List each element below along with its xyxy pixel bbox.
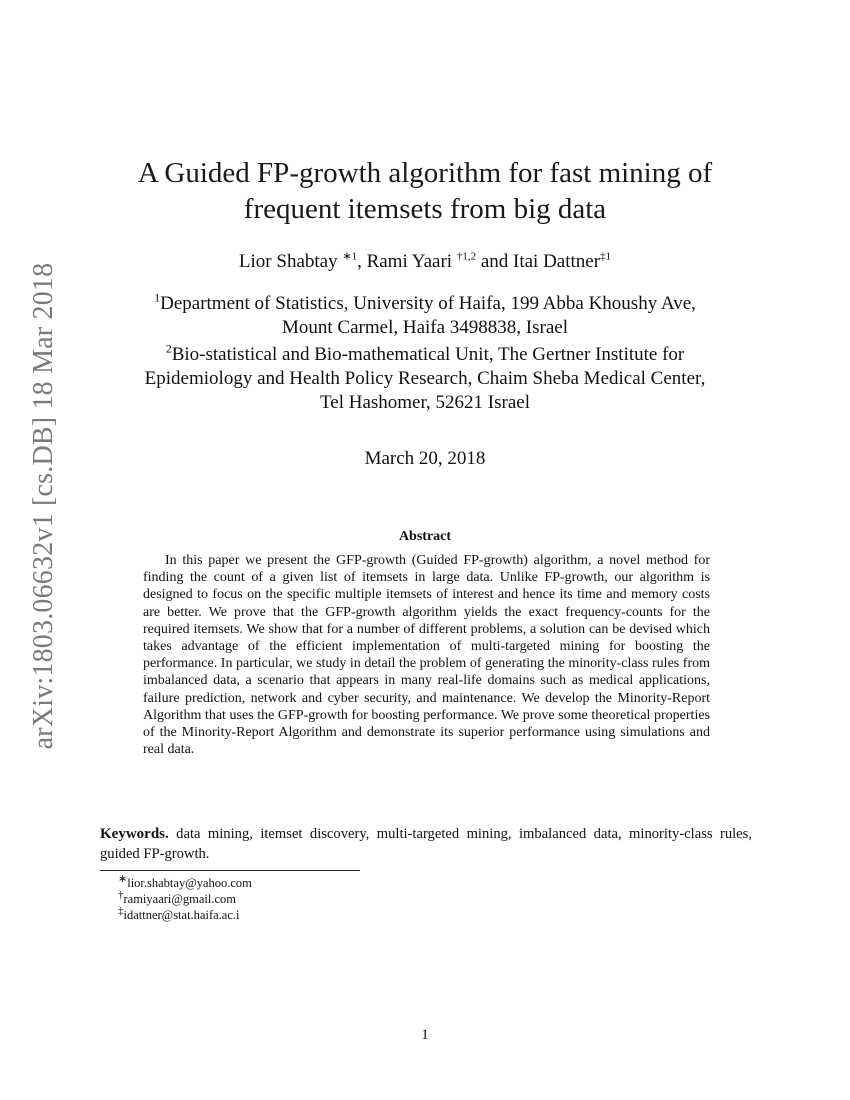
author-mark: †1,2 — [456, 250, 477, 263]
author-name: Rami Yaari — [366, 251, 453, 272]
paper-title — [110, 155, 740, 227]
affiliation-line: Mount Carmel, Haifa 3498838, Israel — [282, 317, 568, 338]
author-separator: , — [357, 251, 362, 272]
author-name: Lior Shabtay — [238, 251, 338, 272]
affiliation-2 — [100, 343, 750, 415]
author-list — [110, 250, 740, 274]
affiliation-text: Department of Statistics, University of Haifa, 199 Abba Khoushy Ave, — [160, 293, 696, 314]
author-mark: ‡1 — [600, 250, 612, 263]
keywords-label: Keywords. — [100, 826, 169, 842]
abstract-heading: Abstract — [398, 529, 452, 544]
author-mark: ∗1 — [342, 250, 358, 263]
footnote-item — [118, 904, 518, 923]
footnote-divider — [100, 870, 360, 871]
footnote-mark: † — [118, 888, 124, 901]
affiliation-1 — [100, 292, 750, 340]
arxiv-identifier-stamp: arXiv:1803.06632v1 [cs.DB] 18 Mar 2018 — [28, 262, 59, 750]
affiliation-text: Bio-statistical and Bio-mathematical Unit, The Gertner Institute for — [171, 344, 685, 365]
author-separator: and — [480, 251, 509, 272]
footnote-email: ramiyaari@gmail.com — [123, 892, 237, 906]
footnote-mark: ∗ — [118, 872, 128, 885]
affiliation-line — [100, 292, 750, 316]
footnotes — [118, 872, 518, 923]
abstract-text: In this paper we present the GFP-growth (Guided FP-growth) algorithm, a novel method for finding the count of a given list of itemsets in large data. Unlike FP-growth, our algorithm is designed to focus on the specific multiple itemsets of interest and hence its time and memory costs are better. We prove that the GFP-growth algorithm yields the exact frequency-counts for the required itemsets. We show that for a number of different problems, a solution can be devised which takes advantage of the efficient implementation of multi-targeted mining for boosting the performance. In particular, we study in detail the problem of generating the minority-class rules from imbalanced data, a scenario that appears in many real-life domains such as medical applications, failure prediction, network and cyber security, and maintenance. We develop the Minority-Report Algorithm that uses the GFP-growth for boosting performance. We prove some theoretical properties of the Minority-Report Algorithm and demonstrate its superior performance using simulations and real data. — [143, 553, 710, 758]
affiliation-line — [100, 343, 750, 367]
keywords-paragraph — [100, 824, 752, 864]
page-number: 1 — [421, 1027, 429, 1043]
author-name: Itai Dattner — [513, 251, 601, 272]
title-line-1: A Guided FP-growth algorithm for fast mining of — [137, 157, 713, 189]
affiliation-line: Epidemiology and Health Policy Research, Chaim Sheba Medical Center, — [144, 368, 706, 389]
publication-date: March 20, 2018 — [364, 448, 486, 469]
affiliation-number: 2 — [165, 341, 172, 356]
keywords-text: data mining, itemset discovery, multi-targeted mining, imbalanced data, minority-class rules, guided FP-growth. — [100, 826, 752, 862]
footnote-email: idattner@stat.haifa.ac.i — [123, 908, 240, 922]
title-line-2: frequent itemsets from big data — [243, 193, 607, 225]
affiliation-line: Tel Hashomer, 52621 Israel — [319, 392, 530, 413]
footnote-item — [118, 888, 518, 907]
footnote-item — [118, 872, 518, 891]
affiliation-number: 1 — [154, 290, 161, 305]
footnote-mark: ‡ — [118, 904, 124, 917]
footnote-email: lior.shabtay@yahoo.com — [127, 876, 252, 890]
